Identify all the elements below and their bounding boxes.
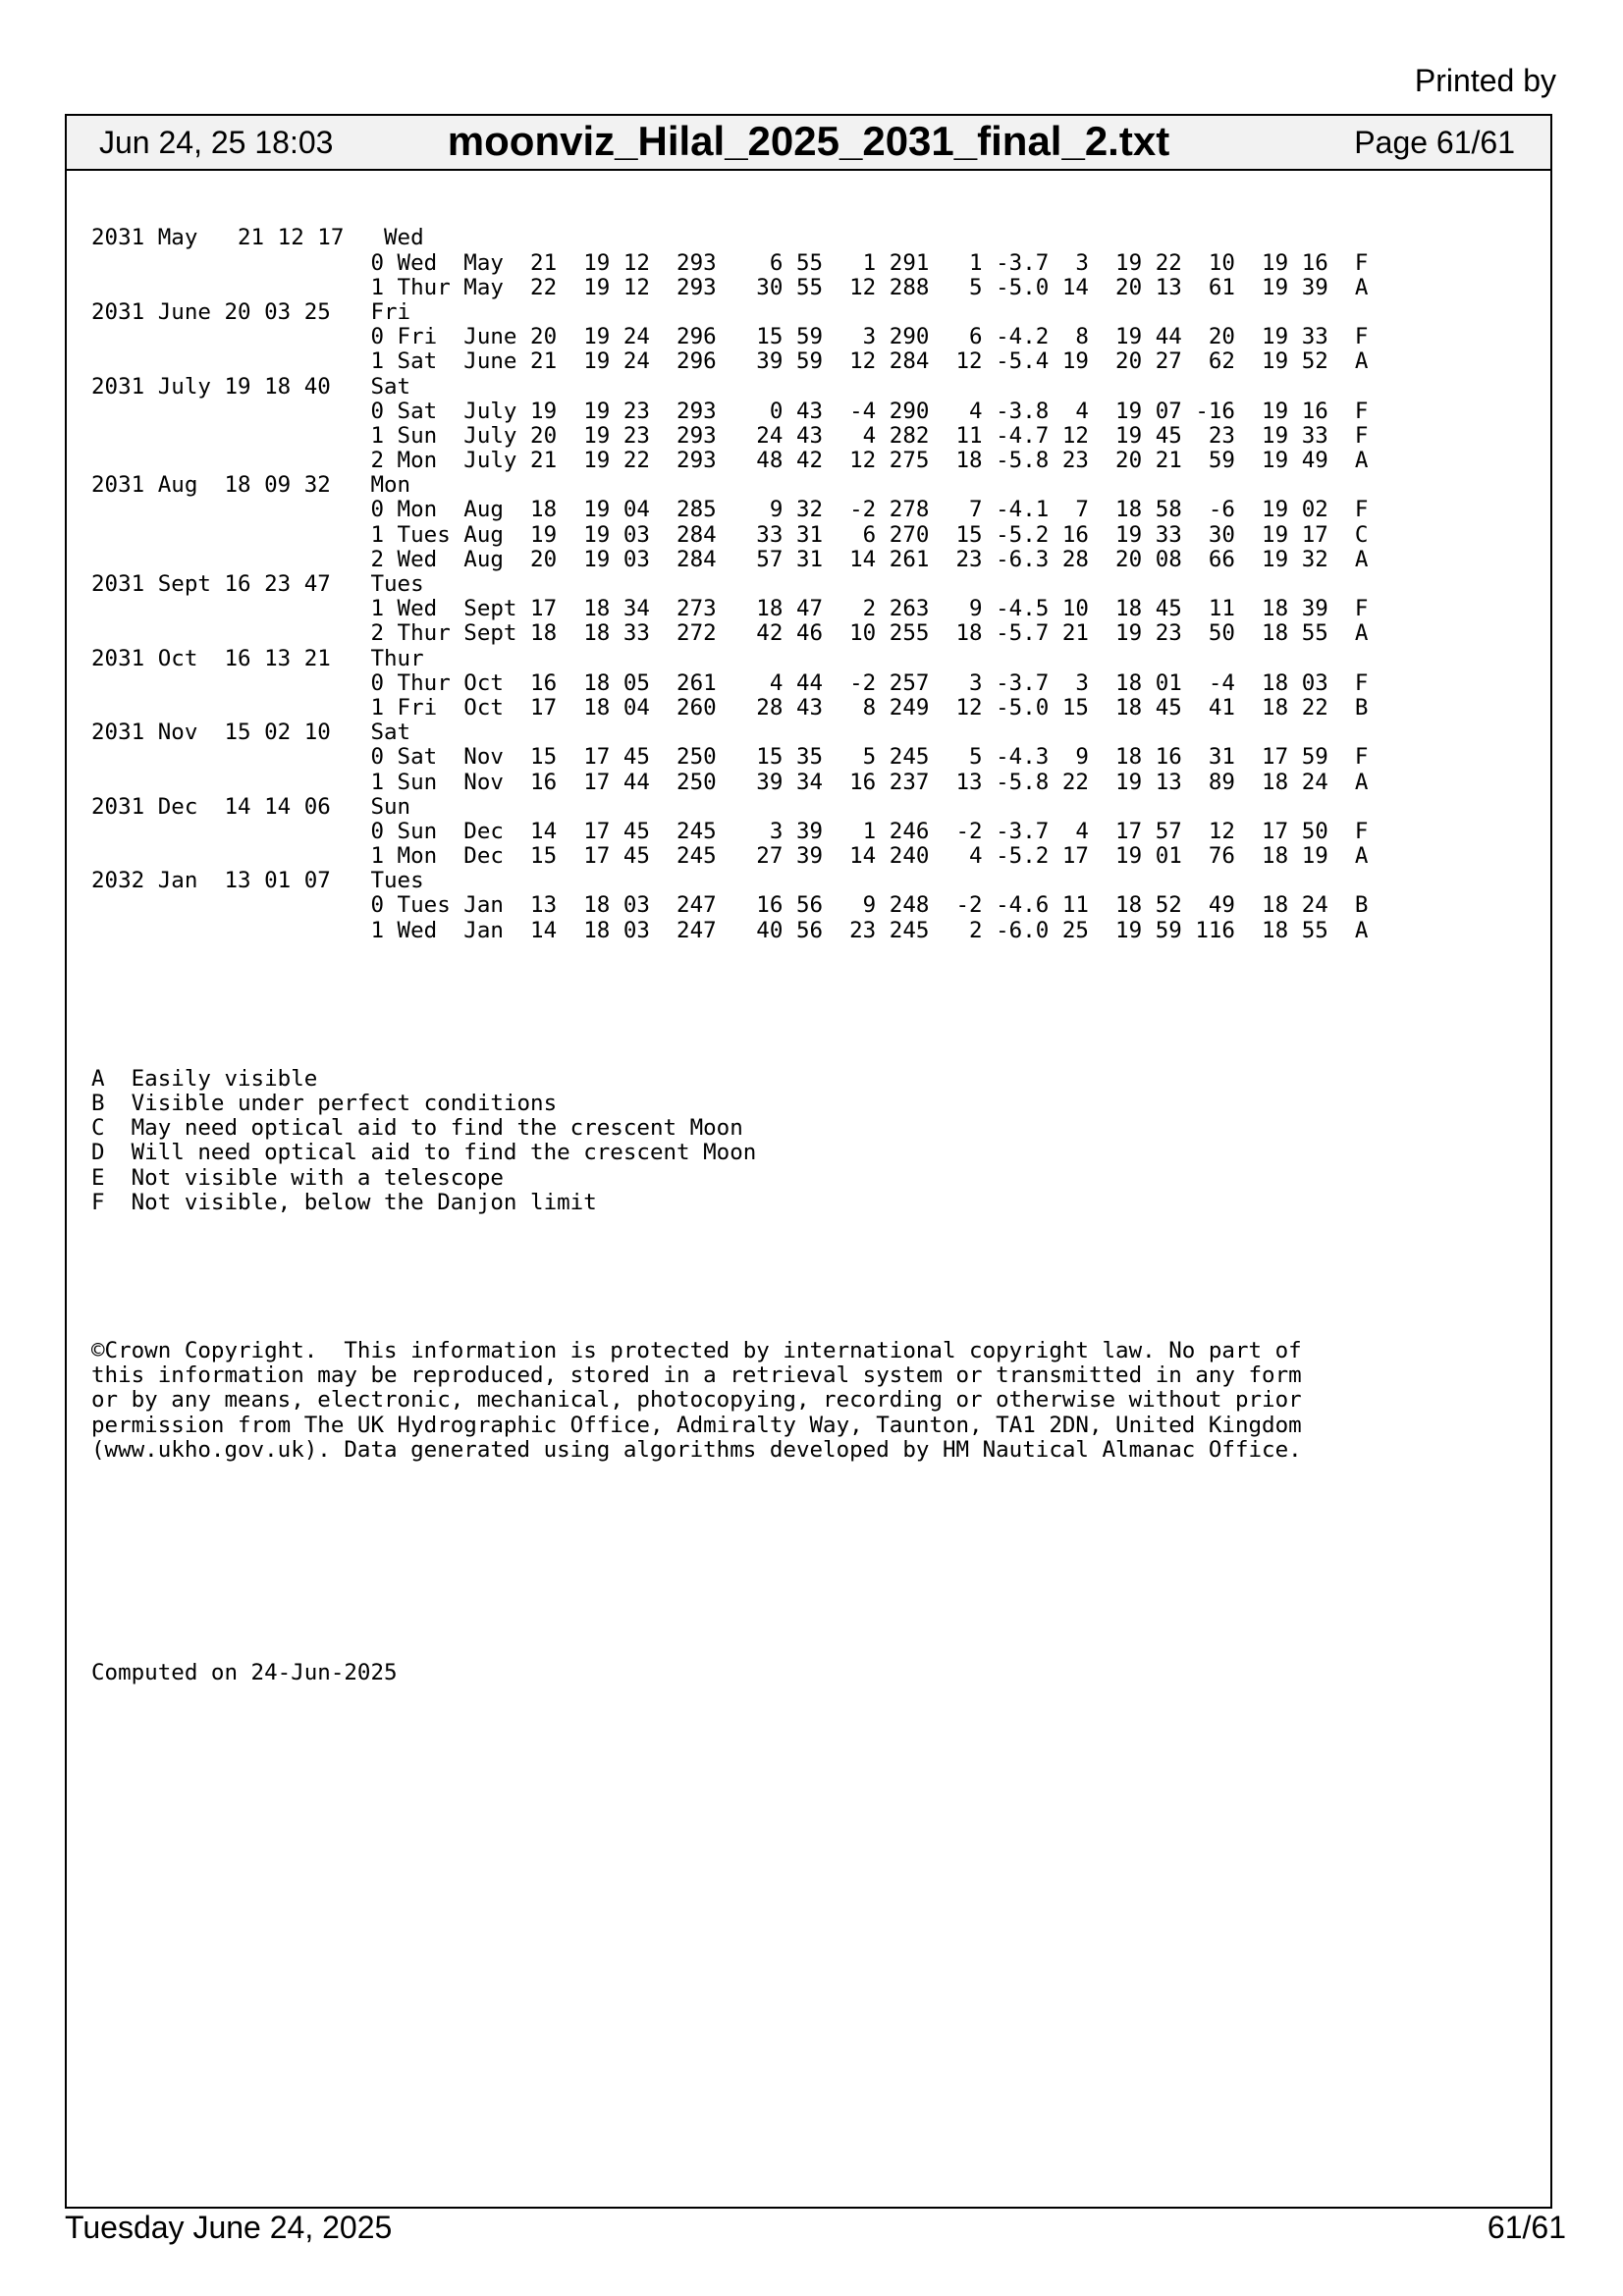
table-row: 0 Thur Oct 16 18 05 261 4 44 -2 257 3 -3.7 3 18 01 -4 18 03 F	[91, 669, 1369, 696]
table-row: 1 Wed Sept 17 18 34 273 18 47 2 263 9 -4.5 10 18 45 11 18 39 F	[91, 596, 1369, 622]
legend-item: D Will need optical aid to find the crescent Moon	[91, 1140, 757, 1166]
file-title: moonviz_Hilal_2025_2031_final_2.txt	[447, 118, 1170, 164]
legend-item: B Visible under perfect conditions	[91, 1091, 558, 1117]
printed-by-label: Printed by	[1414, 63, 1556, 98]
table-row: 2 Thur Sept 18 18 33 272 42 46 10 255 18 -5.7 21 19 23 50 18 55 A	[91, 620, 1369, 647]
table-row: 2031 June 20 03 25 Fri	[91, 298, 411, 325]
table-row: 2031 Oct 16 13 21 Thur	[91, 645, 424, 671]
spacer	[91, 1586, 1531, 1611]
header-page-number: Page 61/61	[1354, 125, 1515, 160]
computed-on: Computed on 24-Jun-2025	[91, 1659, 398, 1685]
spacer	[91, 992, 1531, 1017]
header-date: Jun 24, 25 18:03	[99, 125, 334, 160]
legend-item: A Easily visible	[91, 1065, 318, 1092]
table-row: 0 Tues Jan 13 18 03 247 16 56 9 248 -2 -4.6 11 18 52 49 18 24 B	[91, 892, 1369, 919]
table-row: 2 Mon July 21 19 22 293 48 42 12 275 18 -5.8 23 20 21 59 19 49 A	[91, 448, 1369, 474]
legend	[91, 1067, 1531, 1215]
copyright-line: permission from The UK Hydrographic Office, Admiralty Way, Taunton, TA1 2DN, United Kingdom	[91, 1412, 1302, 1438]
copyright-line: ©Crown Copyright. This information is protected by international copyright law. No part of	[91, 1337, 1302, 1363]
table-row: 2031 Dec 14 14 06 Sun	[91, 793, 411, 820]
table-row: 2031 Sept 16 23 47 Tues	[91, 571, 424, 598]
table-row: 1 Sat June 21 19 24 296 39 59 12 284 12 -5.4 19 20 27 62 19 52 A	[91, 348, 1369, 375]
table-row: 1 Wed Jan 14 18 03 247 40 56 23 245 2 -6.0 25 19 59 116 18 55 A	[91, 917, 1369, 943]
footer-page-number: 61/61	[1487, 2210, 1566, 2245]
copyright-line: or by any means, electronic, mechanical, photocopying, recording or otherwise without prior	[91, 1387, 1302, 1414]
copyright-line: (www.ukho.gov.uk). Data generated using algorithms developed by HM Nautical Almanac Office.	[91, 1436, 1302, 1463]
table-row: 0 Mon Aug 18 19 04 285 9 32 -2 278 7 -4.1 7 18 58 -6 19 02 F	[91, 497, 1369, 523]
table-row: 1 Thur May 22 19 12 293 30 55 12 288 5 -5.0 14 20 13 61 19 39 A	[91, 274, 1369, 300]
table-row: 0 Wed May 21 19 12 293 6 55 1 291 1 -3.7 3 19 22 10 19 16 F	[91, 249, 1369, 276]
table-row: 2 Wed Aug 20 19 03 284 57 31 14 261 23 -6.3 28 20 08 66 19 32 A	[91, 546, 1369, 572]
table-row: 0 Fri June 20 19 24 296 15 59 3 290 6 -4.2 8 19 44 20 19 33 F	[91, 324, 1369, 350]
table-row: 2031 Nov 15 02 10 Sat	[91, 720, 411, 746]
page-header	[67, 116, 1550, 171]
legend-item: F Not visible, below the Danjon limit	[91, 1189, 597, 1215]
table-row: 1 Sun July 20 19 23 293 24 43 4 282 11 -4.7 12 19 45 23 19 33 F	[91, 422, 1369, 449]
table-row: 2031 July 19 18 40 Sat	[91, 373, 411, 400]
spacer	[91, 1512, 1531, 1536]
table-row: 1 Sun Nov 16 17 44 250 39 34 16 237 13 -5.8 22 19 13 89 18 24 A	[91, 769, 1369, 795]
table-row: 1 Mon Dec 15 17 45 245 27 39 14 240 4 -5.2 17 19 01 76 18 19 A	[91, 843, 1369, 870]
page-frame	[65, 114, 1552, 2209]
table-row: 0 Sat Nov 15 17 45 250 15 35 5 245 5 -4.3 9 18 16 31 17 59 F	[91, 744, 1369, 771]
table-row: 1 Fri Oct 17 18 04 260 28 43 8 249 12 -5.0 15 18 45 41 18 22 B	[91, 694, 1369, 721]
file-content	[91, 177, 1531, 1735]
copyright-line: this information may be reproduced, stored in a retrieval system or transmitted in any form	[91, 1362, 1302, 1389]
footer-date: Tuesday June 24, 2025	[65, 2210, 393, 2245]
legend-item: E Not visible with a telescope	[91, 1164, 504, 1191]
table-row: 0 Sun Dec 14 17 45 245 3 39 1 246 -2 -3.7 4 17 57 12 17 50 F	[91, 818, 1369, 844]
copyright-notice	[91, 1339, 1531, 1463]
table-row: 2031 Aug 18 09 32 Mon	[91, 472, 411, 499]
visibility-table	[91, 226, 1531, 942]
table-row: 2031 May 21 12 17 Wed	[91, 225, 424, 251]
spacer	[91, 1264, 1531, 1289]
legend-item: C May need optical aid to find the crescent Moon	[91, 1115, 743, 1142]
table-row: 2032 Jan 13 01 07 Tues	[91, 868, 424, 894]
table-row: 0 Sat July 19 19 23 293 0 43 -4 290 4 -3.8 4 19 07 -16 19 16 F	[91, 398, 1369, 424]
table-row: 1 Tues Aug 19 19 03 284 33 31 6 270 15 -5.2 16 19 33 30 19 17 C	[91, 521, 1369, 548]
